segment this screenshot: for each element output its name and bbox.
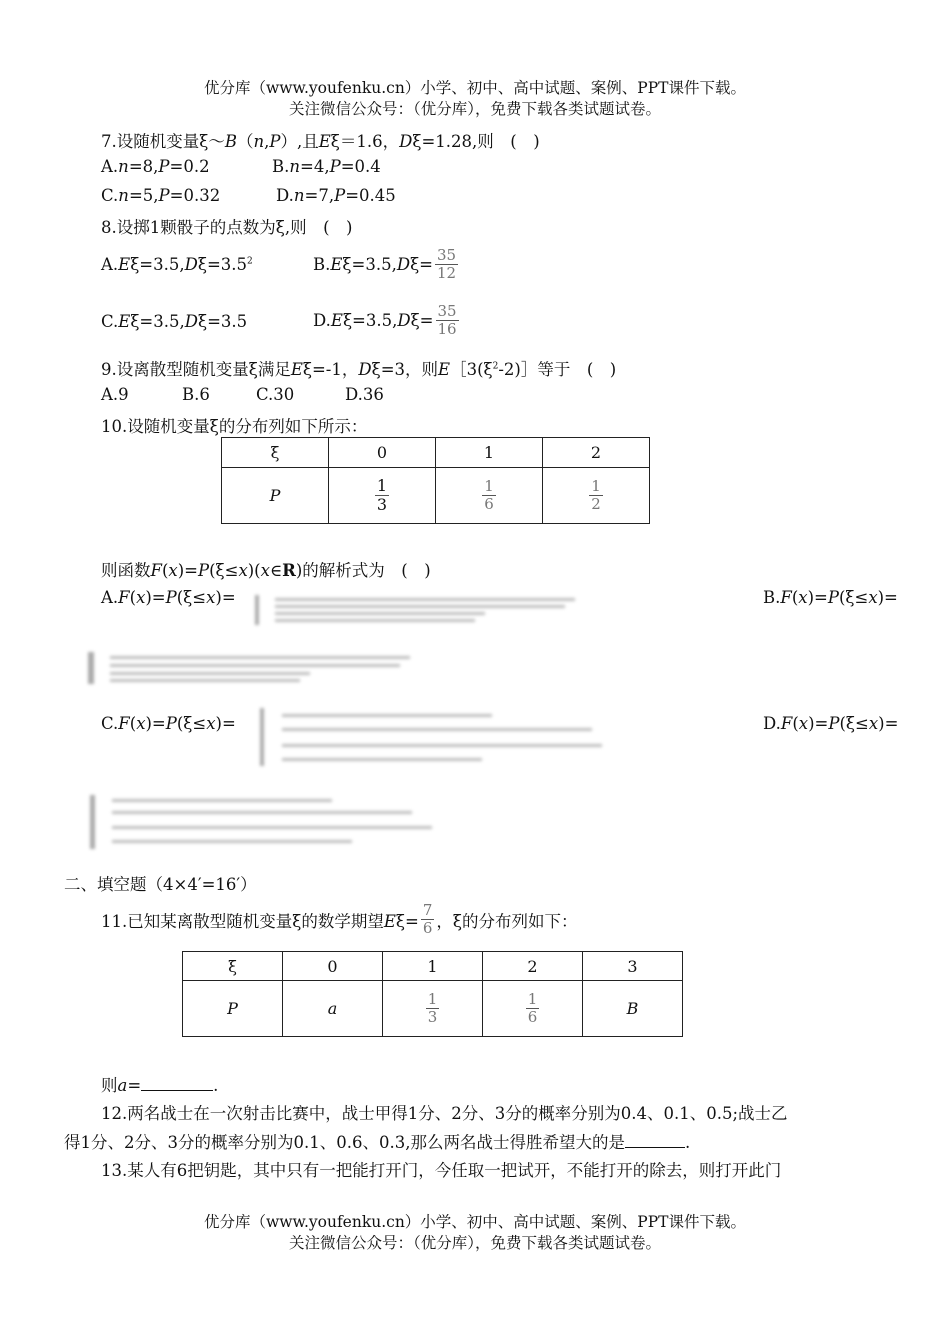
q10-option-d-piecewise-image: [90, 795, 435, 851]
table-cell: P: [183, 981, 283, 1037]
header-line-2: 关注微信公众号：（优分库），免费下载各类试题试卷。: [288, 100, 661, 118]
footer-line-2: 关注微信公众号：（优分库），免费下载各类试题试卷。: [288, 1234, 661, 1252]
q10-distribution-table: [221, 437, 650, 524]
q11-fraction: $\frac{7}{6}$: [422, 901, 433, 938]
table-cell: 1: [383, 952, 483, 981]
table-cell: $\frac{1}{3}$: [383, 981, 483, 1037]
q8-option-b: B.Eξ=3.5,Dξ= $\frac{35}{12}$: [313, 246, 457, 283]
q9-option-d: D.36: [345, 385, 384, 404]
header-line-1: 优分库（www.youfenku.cn）小学、初中、高中试题、案例、PPT课件下载。: [203, 79, 747, 97]
q10-ask: 则函数F(x)=P(ξ≤x)(x∈R)的解析式为 ( ): [101, 561, 431, 580]
table-cell: ξ: [183, 952, 283, 981]
q9-option-a: A.9: [101, 385, 129, 404]
table-cell: 0: [329, 438, 436, 468]
table-cell: 2: [483, 952, 583, 981]
table-cell: 2: [543, 438, 650, 468]
q10-option-c-piecewise-image: [260, 708, 610, 768]
table-cell: 0: [283, 952, 383, 981]
q9-stem: 9.设离散型随机变量ξ满足Eξ=-1，Dξ=3，则$E[3(\xi^2-2)]$等于 ( ): [101, 360, 617, 379]
q10-stem: 10.设随机变量ξ的分布列如下所示：: [101, 417, 368, 436]
section-fill-in-title: 二、填空题（4×4′=16′）: [64, 875, 257, 894]
q7-option-a: A.n=8,P=0.2: [101, 157, 210, 176]
q12-line-2: 得1分、2分、3分的概率分别为0.1、0.6、0.3,那么两名战士得胜希望大的是 .: [64, 1133, 691, 1152]
table-cell: ξ: [222, 438, 329, 468]
table-cell: B: [583, 981, 683, 1037]
q10-option-b-piecewise-image: [88, 652, 423, 686]
q10-option-b-label: B.F(x)=P(ξ≤x)=: [763, 588, 898, 607]
q8-b-fraction: $\frac{35}{12}$: [436, 246, 457, 283]
table-cell: $\frac{1}{3}$: [329, 468, 436, 524]
q11-stem: 11.已知某离散型随机变量ξ的数学期望Eξ= $\frac{7}{6}$ ，ξ的分布列如下：: [101, 901, 578, 938]
q7-option-c: C.n=5,P=0.32: [101, 186, 221, 205]
q11-answer-line: 则a= .: [101, 1076, 219, 1095]
q7-stem: 7.设随机变量ξ～B（n,P）,且Eξ＝1.6，Dξ=1.28,则 ( ): [101, 132, 540, 151]
q10-option-c-label: C.F(x)=P(ξ≤x)=: [101, 714, 236, 733]
table-cell: $\frac{1}{6}$: [483, 981, 583, 1037]
q12-line-1: 12.两名战士在一次射击比赛中，战士甲得1分、2分、3分的概率分别为0.4、0.1、0.5;战士乙: [101, 1104, 788, 1123]
table-cell: $\frac{1}{2}$: [543, 468, 650, 524]
q11-distribution-table: [182, 951, 683, 1037]
q12-answer-blank[interactable]: [625, 1133, 685, 1148]
q7-option-b: B.n=4,P=0.4: [272, 157, 381, 176]
table-cell: 1: [436, 438, 543, 468]
q11-answer-blank[interactable]: [141, 1076, 213, 1091]
q8-option-c: C.Eξ=3.5,Dξ=3.5: [101, 312, 248, 331]
q8-option-d: D.Eξ=3.5,Dξ= $\frac{35}{16}$: [313, 302, 457, 339]
q10-option-a-piecewise-image: [255, 595, 585, 627]
table-cell: $\frac{1}{6}$: [436, 468, 543, 524]
table-cell: a: [283, 981, 383, 1037]
q8-stem: 8.设掷1颗骰子的点数为ξ,则 ( ): [101, 218, 353, 237]
q8-option-a: $A.E\xi=3.5,D\xi=3.5^2$: [101, 255, 253, 274]
q9-option-c: C.30: [256, 385, 295, 404]
q10-option-a-label: A.F(x)=P(ξ≤x)=: [101, 588, 236, 607]
q8-d-fraction: $\frac{35}{16}$: [437, 302, 457, 339]
footer-line-1: 优分库（www.youfenku.cn）小学、初中、高中试题、案例、PPT课件下载。: [203, 1213, 747, 1231]
q7-option-d: D.n=7,P=0.45: [276, 186, 396, 205]
table-cell: 3: [583, 952, 683, 981]
q13-line-1: 13.某人有6把钥匙，其中只有一把能打开门，今任取一把试开，不能打开的除去，则打开此门: [101, 1161, 782, 1180]
table-cell: P: [222, 468, 329, 524]
q10-option-d-label: D.F(x)=P(ξ≤x)=: [763, 714, 899, 733]
q9-option-b: B.6: [182, 385, 210, 404]
